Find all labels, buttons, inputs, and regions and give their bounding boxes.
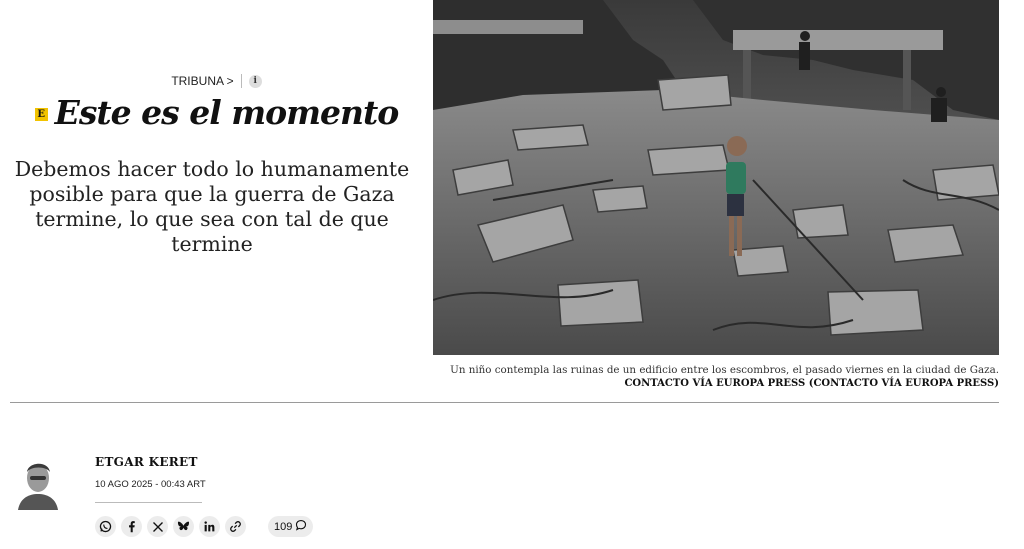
comment-bubble-icon bbox=[295, 519, 307, 534]
caption-text: Un niño contempla las ruinas de un edificio entre los escombros, el pasado viernes en la ciudad de Gaza. bbox=[450, 364, 999, 376]
photo-credit: CONTACTO VÍA EUROPA PRESS (CONTACTO VÍA EUROPA PRESS) bbox=[624, 378, 999, 389]
comments-count: 109 bbox=[274, 520, 293, 533]
article-header bbox=[0, 0, 433, 355]
share-bar bbox=[95, 516, 313, 537]
article-subtitle: Debemos hacer todo lo humanamente posible para que la guerra de Gaza termine, lo que sea con tal de que termine bbox=[14, 157, 410, 256]
e-badge-icon: E bbox=[35, 108, 48, 121]
x-icon[interactable] bbox=[147, 516, 168, 537]
author-name[interactable]: ETGAR KERET bbox=[95, 455, 198, 469]
article-photo bbox=[433, 0, 999, 355]
section-divider bbox=[10, 402, 999, 403]
comments-button[interactable] bbox=[268, 516, 313, 537]
bluesky-icon[interactable] bbox=[173, 516, 194, 537]
section-link[interactable]: TRIBUNA > bbox=[171, 74, 234, 88]
info-icon[interactable]: i bbox=[249, 75, 262, 88]
publish-date: 10 AGO 2025 - 00:43 ART bbox=[95, 479, 206, 490]
section-row bbox=[0, 74, 433, 88]
photo-caption bbox=[450, 363, 999, 391]
headline-row bbox=[0, 93, 433, 132]
whatsapp-icon[interactable] bbox=[95, 516, 116, 537]
facebook-icon[interactable] bbox=[121, 516, 142, 537]
avatar[interactable] bbox=[15, 454, 61, 510]
linkedin-icon[interactable] bbox=[199, 516, 220, 537]
link-icon[interactable] bbox=[225, 516, 246, 537]
author-divider bbox=[95, 502, 202, 503]
section-separator bbox=[241, 74, 242, 88]
page-title: Este es el momento bbox=[54, 93, 399, 132]
